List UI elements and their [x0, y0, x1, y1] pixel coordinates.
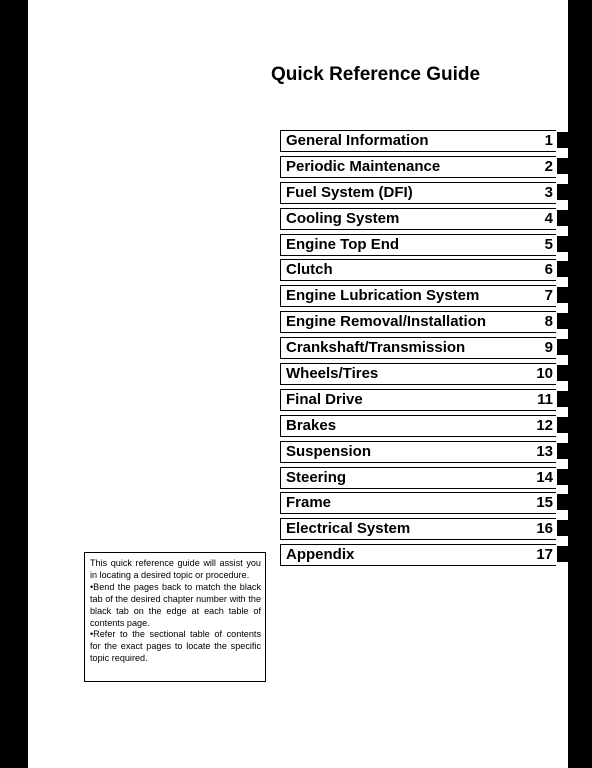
page-edge-tab-strip	[568, 0, 592, 768]
info-bullet-1: •Bend the pages back to match the black tab of the desired chapter number with the black tab on the edge at each table of contents page.	[90, 581, 261, 628]
chapter-tab-marker	[557, 313, 571, 329]
chapter-tab-marker	[557, 287, 571, 303]
toc-chapter-label: Suspension	[286, 442, 372, 460]
toc-row[interactable]	[280, 182, 556, 204]
toc-chapter-number: 10	[536, 365, 553, 383]
toc-chapter-number: 15	[536, 494, 553, 512]
toc-chapter-number: 14	[536, 468, 553, 486]
toc-row[interactable]	[280, 208, 556, 230]
toc-row[interactable]	[280, 363, 556, 385]
toc-chapter-label: Cooling System	[286, 209, 400, 227]
toc-chapter-number: 3	[544, 183, 553, 201]
toc-chapter-number: 7	[544, 287, 553, 305]
toc-chapter-number: 17	[536, 546, 553, 564]
toc-row[interactable]	[280, 492, 556, 514]
page-title: Quick Reference Guide	[271, 64, 481, 85]
toc-chapter-number: 16	[536, 520, 553, 538]
toc-chapter-label: Steering	[286, 468, 347, 486]
toc-row[interactable]	[280, 337, 556, 359]
chapter-tab-marker	[557, 365, 571, 381]
info-bullet-2: •Refer to the sectional table of contents for the exact pages to locate the specific topic required.	[90, 629, 261, 664]
toc-chapter-number: 2	[544, 157, 553, 175]
toc-chapter-number: 5	[544, 235, 553, 253]
toc-row[interactable]	[280, 285, 556, 307]
toc-chapter-label: Final Drive	[286, 390, 363, 408]
toc-row[interactable]	[280, 441, 556, 463]
toc-chapter-number: 1	[544, 132, 553, 149]
toc-row[interactable]	[280, 234, 556, 256]
toc-chapter-label: Periodic Maintenance	[286, 157, 441, 175]
chapter-tab-marker	[557, 210, 571, 226]
chapter-tab-marker	[557, 546, 571, 562]
toc-chapter-label: Engine Lubrication System	[286, 287, 480, 305]
toc-row[interactable]	[280, 156, 556, 178]
toc-chapter-label: Electrical System	[286, 520, 411, 538]
chapter-tab-marker	[557, 417, 571, 433]
chapter-tab-marker	[557, 261, 571, 277]
toc-row[interactable]	[280, 389, 556, 411]
toc-row[interactable]	[280, 518, 556, 540]
toc-chapter-label: Brakes	[286, 416, 337, 434]
toc-row[interactable]	[280, 130, 556, 152]
chapter-tab-marker	[557, 236, 571, 252]
info-intro: This quick reference guide will assist you in locating a desired topic or procedure.	[90, 558, 261, 580]
toc-chapter-label: Crankshaft/Transmission	[286, 339, 466, 357]
chapter-tab-marker	[557, 520, 571, 536]
toc-chapter-label: Wheels/Tires	[286, 365, 379, 383]
toc-row[interactable]	[280, 467, 556, 489]
chapter-tab-marker	[557, 494, 571, 510]
table-of-contents	[280, 130, 570, 570]
chapter-tab-marker	[557, 132, 571, 148]
toc-chapter-label: Frame	[286, 494, 332, 512]
toc-row[interactable]	[280, 544, 556, 566]
toc-chapter-number: 12	[536, 416, 553, 434]
toc-chapter-label: Engine Removal/Installation	[286, 313, 487, 331]
toc-chapter-number: 4	[544, 209, 553, 227]
toc-chapter-label: Appendix	[286, 546, 355, 564]
info-box	[84, 552, 266, 682]
chapter-tab-marker	[557, 339, 571, 355]
toc-chapter-label: Engine Top End	[286, 235, 400, 253]
toc-chapter-number: 8	[544, 313, 553, 331]
chapter-tab-marker	[557, 443, 571, 459]
toc-chapter-number: 11	[537, 390, 553, 408]
toc-chapter-label: Clutch	[286, 261, 333, 279]
toc-chapter-number: 9	[544, 339, 553, 357]
toc-chapter-label: Fuel System (DFI)	[286, 183, 413, 201]
chapter-tab-marker	[557, 469, 571, 485]
chapter-tab-marker	[557, 184, 571, 200]
toc-chapter-number: 6	[544, 261, 553, 279]
toc-chapter-label: General Information	[286, 132, 429, 149]
toc-row[interactable]	[280, 259, 556, 281]
chapter-tab-marker	[557, 158, 571, 174]
toc-chapter-number: 13	[536, 442, 553, 460]
chapter-tab-marker	[557, 391, 571, 407]
toc-row[interactable]	[280, 415, 556, 437]
toc-row[interactable]	[280, 311, 556, 333]
